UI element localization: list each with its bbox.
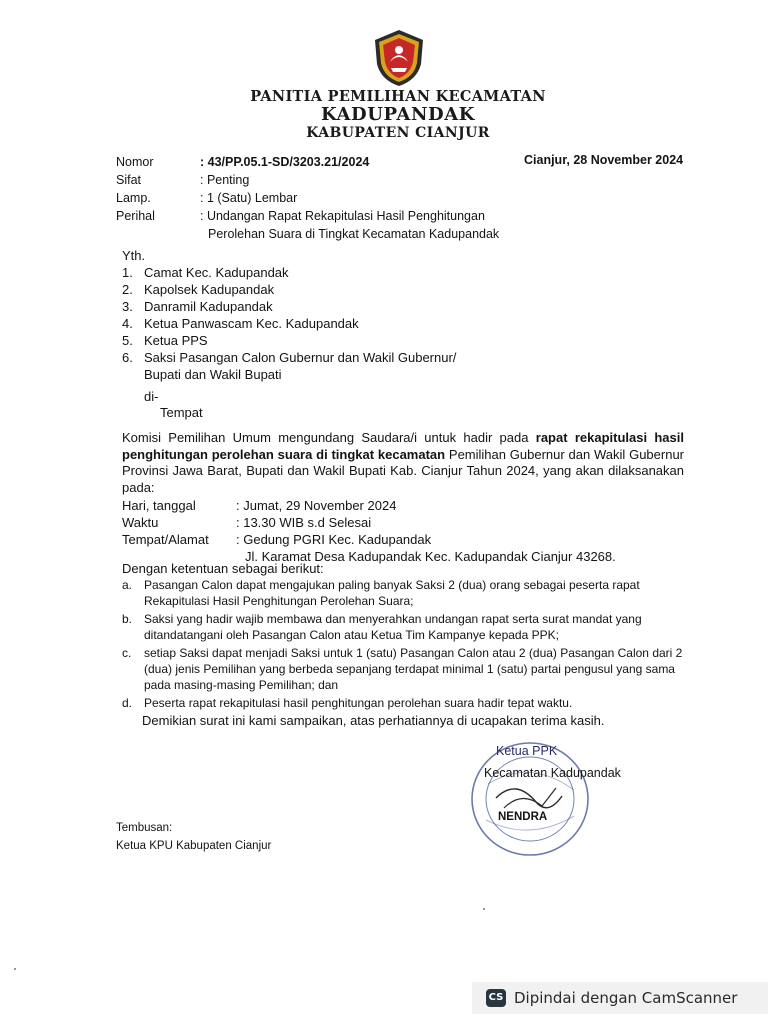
invitation-paragraph — [122, 430, 684, 496]
camscanner-badge — [472, 982, 768, 1014]
item-text: Kapolsek Kadupandak — [144, 282, 275, 297]
conditions-intro: Dengan ketentuan sebagai berikut: — [122, 561, 324, 576]
letter-date: Cianjur, 28 November 2024 — [524, 153, 684, 167]
schedule-row — [122, 514, 616, 531]
item-text: Bupati dan Wakil Bupati — [144, 367, 282, 382]
meta-value: : Penting — [200, 173, 250, 187]
schedule-value: : Gedung PGRI Kec. Kadupandak — [236, 532, 432, 547]
item-text: setiap Saksi dapat menjadi Saksi untuk 1 (satu) Pasangan Calon atau 2 (dua) Pasangan Calon dari 2 (dua) jenis Pemilihan yang berbeda sepanjang terdapat minimal 1 (satu) partai pengusul yang sama pada masing-masing Pemilihan; dan — [144, 646, 683, 692]
schedule-label: Waktu — [122, 515, 159, 530]
item-number: 1. — [122, 265, 133, 280]
item-letter: b. — [122, 612, 133, 627]
regency-name: KABUPATEN CIANJUR — [306, 125, 490, 141]
schedule-label: Tempat/Alamat — [122, 532, 209, 547]
committee-name: PANITIA PEMILIHAN KECAMATAN — [250, 88, 546, 105]
kpu-logo — [371, 28, 427, 88]
list-item — [122, 298, 456, 315]
scan-speck — [14, 968, 16, 970]
item-text: Ketua Panwascam Kec. Kadupandak — [144, 316, 359, 331]
list-item — [122, 646, 696, 693]
meta-value: : Undangan Rapat Rekapitulasi Hasil Penghitungan — [200, 209, 485, 223]
list-item — [122, 281, 456, 298]
signatory-title: Ketua PPK — [496, 744, 558, 758]
item-text: Camat Kec. Kadupandak — [144, 265, 289, 280]
recipient-list — [122, 264, 456, 383]
item-letter: c. — [122, 646, 132, 661]
closing-paragraph: Demikian surat ini kami sampaikan, atas perhatiannya di ucapakan terima kasih. — [142, 713, 605, 728]
meta-value: : 43/PP.05.1-SD/3203.21/2024 — [200, 155, 370, 169]
paragraph-bold: rapat rekapitulasi hasil penghitungan perolehan suara di tingkat kecamatan — [122, 430, 684, 462]
item-number: 4. — [122, 316, 133, 331]
cc-header: Tembusan: — [116, 822, 173, 834]
meta-value: : 1 (Satu) Lembar — [200, 191, 298, 205]
meta-label: Lamp. — [116, 191, 151, 205]
di-label: di- — [144, 389, 159, 404]
meta-label: Perihal — [116, 209, 155, 223]
list-item-cont — [122, 366, 456, 383]
meta-row-lamp — [116, 189, 528, 207]
cc-item: Ketua KPU Kabupaten Cianjur — [116, 840, 272, 852]
meta-value-cont: Perolehan Suara di Tingkat Kecamatan Kadupandak — [208, 227, 500, 241]
list-item — [122, 315, 456, 332]
schedule — [122, 497, 616, 565]
signatory-name: NENDRA — [498, 811, 548, 823]
item-text: Pasangan Calon dapat mengajukan paling banyak Saksi 2 (dua) orang sebagai peserta rapat Rekapitulasi Hasil Penghitungan Perolehan Suara; — [144, 578, 640, 608]
list-item — [122, 696, 696, 712]
item-text: Ketua PPS — [144, 333, 208, 348]
scan-speck — [483, 908, 485, 910]
meta-label: Nomor — [116, 155, 154, 169]
list-item — [122, 612, 696, 643]
paragraph-text: Komisi Pemilihan Umum mengundang Saudara/i untuk hadir pada — [122, 430, 536, 445]
item-number: 3. — [122, 299, 133, 314]
schedule-value: : Jumat, 29 November 2024 — [236, 498, 397, 513]
list-item — [122, 349, 456, 366]
item-text: Saksi yang hadir wajib membawa dan menyerahkan undangan rapat serta surat mandat yang ditandatangani oleh Pasangan Calon atau Ketua Tim Kampanye kepada PPK; — [144, 612, 642, 642]
schedule-value: : 13.30 WIB s.d Selesai — [236, 515, 372, 530]
camscanner-text: Dipindai dengan CamScanner — [514, 989, 738, 1007]
letter-meta — [116, 153, 528, 243]
meta-row-nomor — [116, 153, 528, 171]
tempat-label: Tempat — [160, 405, 203, 420]
list-item — [122, 332, 456, 349]
schedule-row — [122, 497, 616, 514]
district-name: KADUPANDAK — [320, 104, 476, 125]
item-letter: a. — [122, 578, 133, 592]
item-number: 2. — [122, 282, 133, 297]
schedule-value: Jl. Karamat Desa Kadupandak Kec. Kadupandak Cianjur 43268. — [245, 549, 616, 564]
list-item — [122, 264, 456, 281]
conditions-list — [122, 578, 696, 715]
list-item — [122, 578, 696, 609]
schedule-label: Hari, tanggal — [122, 498, 196, 513]
camscanner-icon: CS — [486, 989, 506, 1007]
item-text: Saksi Pasangan Calon Gubernur dan Wakil Gubernur/ — [144, 350, 457, 365]
signatory-office: Kecamatan Kadupandak — [484, 766, 621, 780]
salutation: Yth. — [122, 248, 146, 263]
item-text: Peserta rapat rekapitulasi hasil penghitungan perolehan suara hadir tepat waktu. — [144, 696, 573, 711]
item-number: 5. — [122, 333, 133, 348]
paragraph-text: Pemilihan Gubernur dan Wakil Gubernur Provinsi Jawa Barat, Bupati dan Wakil Bupati Kab. Cianjur Tahun 2024, yang akan dilaksanakan pada: — [122, 446, 684, 495]
meta-row-perihal — [116, 207, 528, 225]
schedule-row — [122, 531, 616, 548]
item-letter: d. — [122, 696, 133, 711]
item-number: 6. — [122, 350, 133, 365]
meta-row-perihal-cont — [116, 225, 528, 243]
meta-row-sifat — [116, 171, 528, 189]
meta-label: Sifat — [116, 173, 142, 187]
item-text: Danramil Kadupandak — [144, 299, 273, 314]
